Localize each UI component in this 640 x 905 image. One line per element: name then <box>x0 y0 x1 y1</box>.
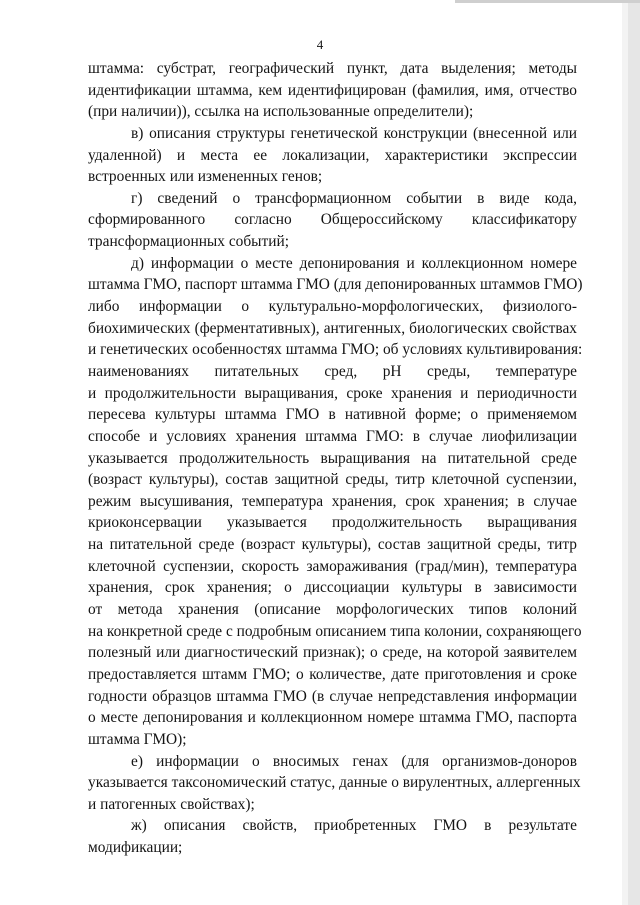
paragraph-item-v <box>88 123 577 188</box>
paragraph-item-zh <box>88 815 577 858</box>
text-line: встроенных или измененных генов; <box>88 168 323 186</box>
text-line: на конкретной среде с подробным описанием типа колонии, сохраняющего <box>88 622 582 640</box>
text-line: режим высушивания, температура хранения, срок хранения; в случае <box>88 492 577 510</box>
text-line: предоставляется штамм ГМО; о количестве, дате приготовления и сроке <box>88 665 577 683</box>
paragraph-strain-continuation <box>88 58 577 123</box>
paragraph-item-e <box>88 751 581 816</box>
text-line: штамма: субстрат, географический пункт, дата выделения; методы <box>88 60 577 77</box>
text-line: ж) описания свойств, приобретенных ГМО в результате <box>131 817 577 835</box>
text-line: г) сведений о трансформационном событии в виде кода, <box>131 189 577 207</box>
text-line: (возраст культуры), состав защитной среды, титр клеточной суспензии, <box>88 471 577 489</box>
text-line: (при наличии)), ссылка на использованные определители); <box>88 103 474 121</box>
text-line: клеточной суспензии, скорость замораживания (град/мин), температура <box>88 557 577 575</box>
text-line: трансформационных событий; <box>88 233 289 251</box>
text-line: штамма ГМО); <box>88 730 187 748</box>
text-line: и продолжительности выращивания, сроке хранения и периодичности <box>88 384 577 402</box>
text-line: и патогенных свойствах); <box>88 795 255 813</box>
text-line: и генетических особенностях штамма ГМО; об условиях культивирования: <box>88 341 583 359</box>
text-line: модификации; <box>88 839 183 857</box>
page-number: 4 <box>316 37 324 52</box>
text-line: годности образцов штамма ГМО (в случае непредставления информации <box>88 687 577 705</box>
text-line: способе и условиях хранения штамма ГМО: в случае лиофилизации <box>88 427 577 445</box>
text-line: биохимических (ферментативных), антигенных, биологических свойствах <box>88 319 577 337</box>
text-line: идентификации штамма, кем идентифицирован (фамилия, имя, отчество <box>88 81 577 99</box>
text-line: пересева культуры штамма ГМО в нативной форме; о применяемом <box>88 406 577 424</box>
text-line: наименованиях питательных сред, рН среды, температуре <box>88 362 577 380</box>
text-line: д) информации о месте депонирования и коллекционном номере <box>131 254 577 272</box>
text-line: удаленной) и места ее локализации, характеристики экспрессии <box>88 146 577 164</box>
paragraph-item-d <box>88 253 583 751</box>
text-line: указывается продолжительность выращивания на питательной среде <box>88 449 577 467</box>
text-line: либо информации о культурально-морфологических, физиолого- <box>88 298 577 316</box>
text-line: е) информации о вносимых генах (для организмов-доноров <box>131 752 577 770</box>
text-line: сформированного согласно Общероссийскому классификатору <box>88 211 577 229</box>
text-line: полезный или диагностический признак); о среде, на которой заявителем <box>88 644 577 662</box>
document-body <box>88 58 583 859</box>
text-line: о месте депонирования и коллекционном номере штамма ГМО, паспорта <box>88 709 577 727</box>
text-line: от метода хранения (описание морфологических типов колоний <box>88 601 577 619</box>
text-line: хранения, срок хранения; о диссоциации культуры в зависимости <box>88 579 577 597</box>
text-line: указывается таксономический статус, данные о вирулентных, аллергенных <box>88 774 581 792</box>
text-line: штамма ГМО, паспорт штамма ГМО (для депонированных штаммов ГМО) <box>88 276 583 294</box>
text-line: в) описания структуры генетической конструкции (внесенной или <box>131 124 577 142</box>
text-line: криоконсервации указывается продолжительность выращивания <box>88 514 577 532</box>
text-line: на питательной среде (возраст культуры), состав защитной среды, титр <box>88 536 577 554</box>
paragraph-item-g <box>88 188 577 253</box>
